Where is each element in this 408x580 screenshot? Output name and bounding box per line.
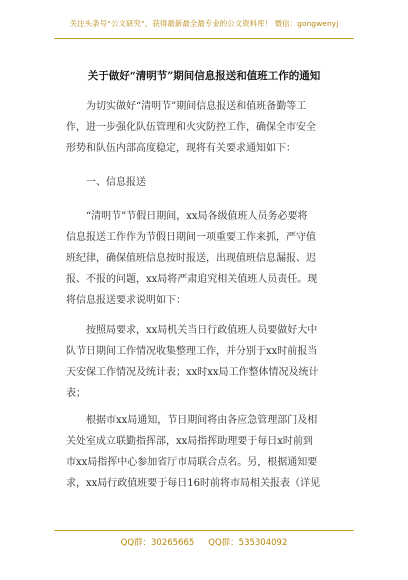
intro-paragraph <box>66 96 351 159</box>
paragraph-line: 队节日期间工作情况收集整理工作，并分别于xx时前报当 <box>66 346 318 357</box>
paragraph-line: 求，xx局行政值班要于每日16时前将市局相关报表（详见 <box>66 478 321 489</box>
paragraph-line: 市xx局指挥中心参加省厅市局联合点名。另，根据通知要 <box>66 457 318 468</box>
footer-qq-group-2: QQ群：535304092 <box>208 538 288 548</box>
header-divider <box>54 38 354 39</box>
paragraph-line: 表； <box>66 388 86 399</box>
paragraph-line: 将信息报送要求说明如下： <box>66 295 186 306</box>
paragraph-line: “清明节”节假日期间，xx局各级值班人员务必要将 <box>86 211 308 222</box>
footer <box>0 536 408 548</box>
paragraph-line: 作，进一步强化队伍管理和火灾防控工作，确保全市安全 <box>66 122 316 133</box>
paragraph-line: 信息报送工作作为节假日期间一项重要工作来抓，严守值 <box>66 232 316 243</box>
paragraph-line: 根据市xx局通知，节日期间将由各应急管理部门及相 <box>86 415 318 426</box>
paragraph-line: 班纪律，确保值班信息按时报送，出现值班信息漏报、迟 <box>66 253 316 264</box>
paragraph-line: 形势和队伍内部高度稳定，现将有关要求通知如下： <box>66 143 296 154</box>
info-report-paragraph <box>66 206 351 311</box>
paragraph-line: 关处室成立联勤指挥部，xx局指挥助理要于每日x时前到 <box>66 436 313 447</box>
header-banner: 关注头条号“公文研究”，获得最新最全最专业的公文资料库！ 微信：gongwenyj <box>69 19 339 28</box>
bureau-requirement-paragraph <box>66 320 351 404</box>
paragraph-line: 为切实做好“清明节”期间信息报送和值班备勤等工 <box>86 101 307 112</box>
paragraph-line: 按照局要求，xx局机关当日行政值班人员要做好大中 <box>86 325 318 336</box>
paragraph-line: 天安保工作情况及统计表；xx时xx局工作整体情况及统计 <box>66 367 319 378</box>
command-notice-paragraph <box>66 410 351 494</box>
section-heading: 一、信息报送 <box>86 177 146 188</box>
footer-divider <box>54 530 354 531</box>
footer-qq-group-1: QQ群：30265665 <box>120 538 195 548</box>
document-title: 关于做好“清明节”期间信息报送和值班工作的通知 <box>87 70 321 82</box>
paragraph-line: 报、不报的问题，xx局将严肃追究相关值班人员责任。现 <box>66 274 318 285</box>
